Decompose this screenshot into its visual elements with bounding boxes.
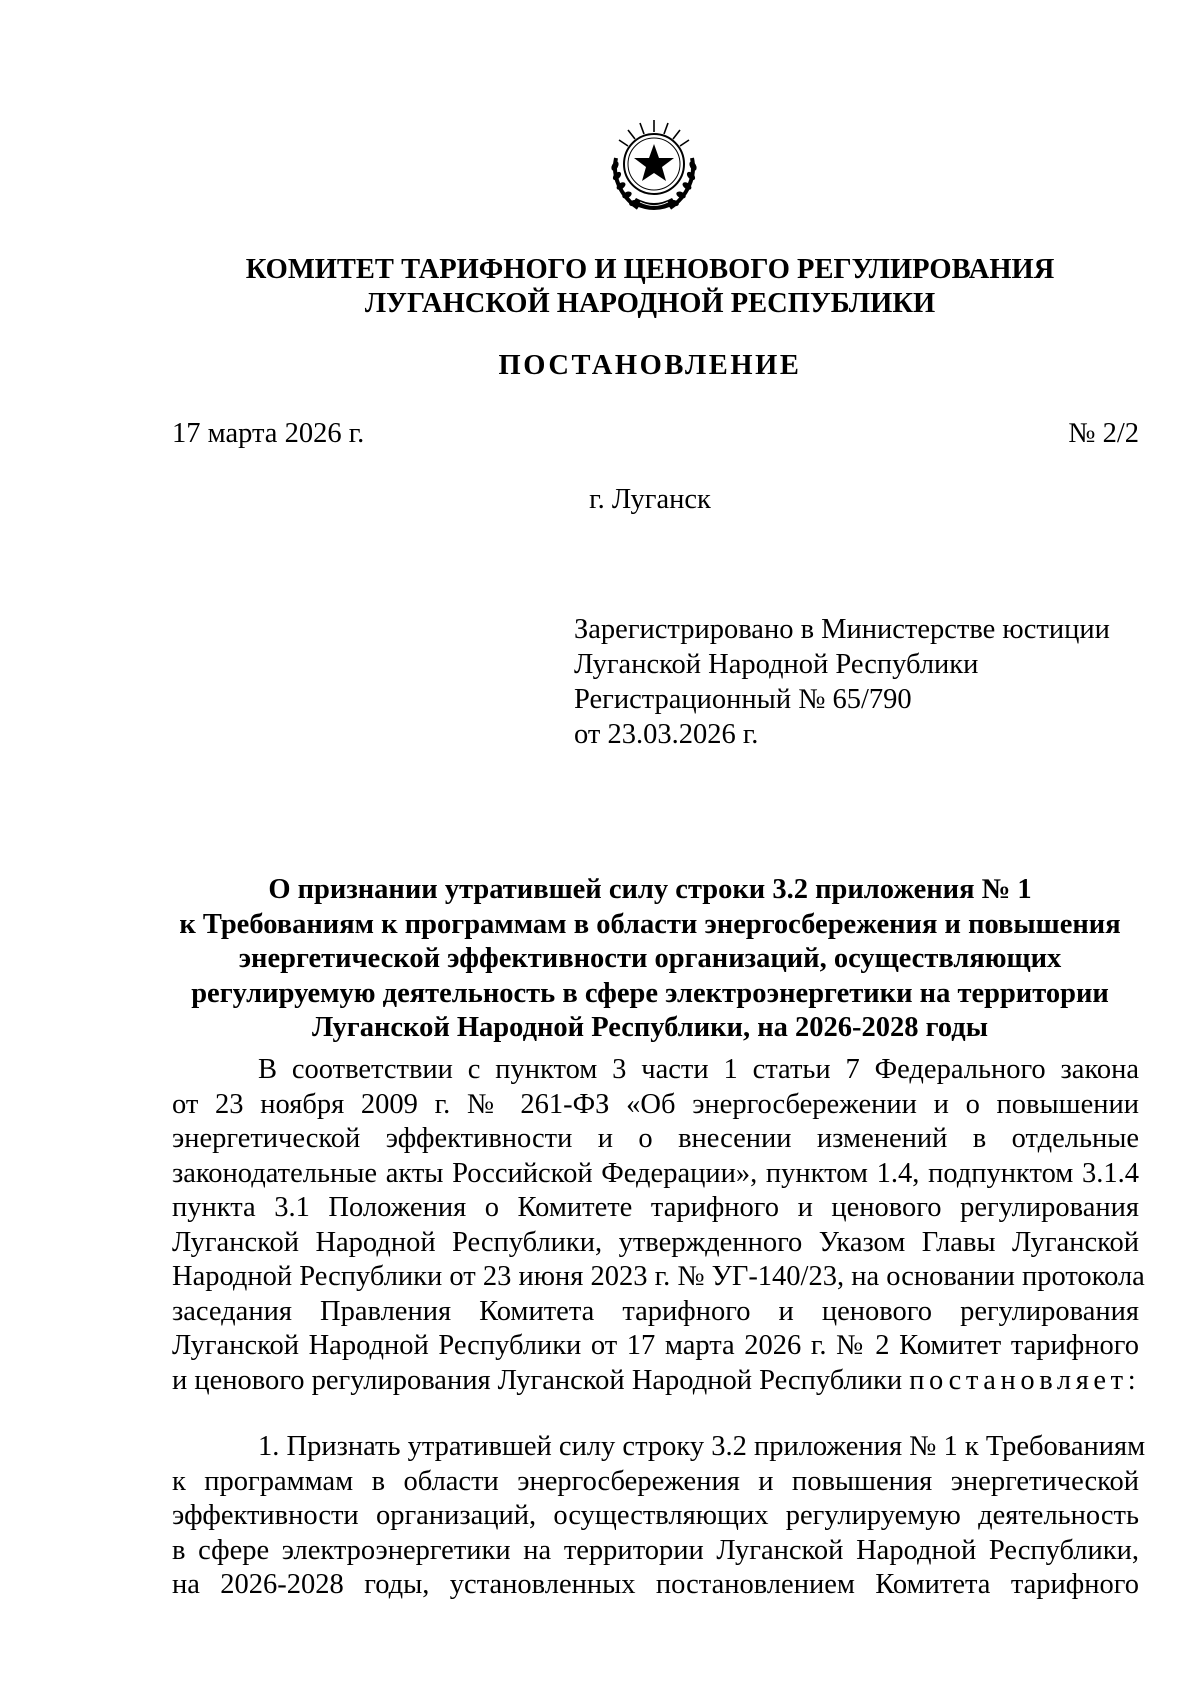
organization-name-line-1: КОМИТЕТ ТАРИФНОГО И ЦЕНОВОГО РЕГУЛИРОВАНИЯ (245, 254, 1055, 285)
paragraph-line: к программам в области энергосбережения и повышения энергетической (172, 1465, 1139, 1497)
paragraph-line: эффективности организаций, осуществляющих регулируемую деятельность (172, 1500, 1139, 1531)
organization-name-line-2: ЛУГАНСКОЙ НАРОДНОЙ РЕСПУБЛИКИ (364, 288, 936, 319)
paragraph-line: 1. Признать утратившей силу строку 3.2 приложения № 1 к Требованиям (258, 1431, 1146, 1462)
registration-line: от 23.03.2026 г. (574, 719, 759, 750)
title-line: энергетической эффективности организаций, осуществляющих (238, 943, 1062, 974)
title-line: к Требованиям к программам в области энергосбережения и повышения (179, 908, 1121, 940)
lpr-coat-of-arms-icon (602, 118, 706, 218)
paragraph-line (172, 1364, 1139, 1399)
document-title (150, 873, 1150, 1046)
paragraph-line: Луганской Народной Республики от 17 марта 2026 г. № 2 Комитет тарифного (172, 1330, 1139, 1361)
paragraph-line: на 2026-2028 годы, установленных постановлением Комитета тарифного (172, 1569, 1139, 1600)
paragraph-line-text: и ценового регулирования Луганской Народной Республики (172, 1364, 910, 1396)
resolves-word: постановляет: (909, 1364, 1141, 1396)
document-city: г. Луганск (589, 484, 711, 515)
paragraph-line: Луганской Народной Республики, утвержденного Указом Главы Луганской (172, 1226, 1139, 1258)
title-line: регулируемую деятельность в сфере электроэнергетики на территории (191, 977, 1109, 1009)
registration-stamp (574, 612, 1134, 752)
registration-line: Луганской Народной Республики (574, 649, 979, 680)
paragraph-line: заседания Правления Комитета тарифного и ценового регулирования (172, 1295, 1139, 1327)
paragraph-line: В соответствии с пунктом 3 части 1 статьи 7 Федерального закона (258, 1054, 1139, 1085)
document-type: ПОСТАНОВЛЕНИЕ (498, 350, 802, 381)
document-date: 17 марта 2026 г. (172, 418, 365, 449)
title-line: Луганской Народной Республики, на 2026-2028 годы (312, 1012, 988, 1043)
paragraph-line: пункта 3.1 Положения о Комитете тарифного и ценового регулирования (172, 1192, 1139, 1223)
resolution-item-1 (172, 1430, 1146, 1603)
registration-line: Зарегистрировано в Министерстве юстиции (574, 614, 1110, 645)
registration-line: Регистрационный № 65/790 (574, 684, 912, 715)
title-line: О признании утратившей силу строки 3.2 приложения № 1 (268, 874, 1032, 905)
paragraph-line: от 23 ноября 2009 г. № 261-ФЗ «Об энергосбережении и о повышении (172, 1088, 1139, 1120)
paragraph-line: законодательные акты Российской Федерации», пунктом 1.4, подпунктом 3.1.4 (172, 1157, 1139, 1189)
document-number: № 2/2 (1068, 418, 1139, 449)
paragraph-line: энергетической эффективности и о внесении изменений в отдельные (172, 1123, 1139, 1154)
preamble-paragraph (172, 1053, 1145, 1398)
paragraph-line: в сфере электроэнергетики на территории Луганской Народной Республики, (172, 1534, 1139, 1566)
paragraph-line: Народной Республики от 23 июня 2023 г. № УГ-140/23, на основании протокола (172, 1261, 1145, 1292)
